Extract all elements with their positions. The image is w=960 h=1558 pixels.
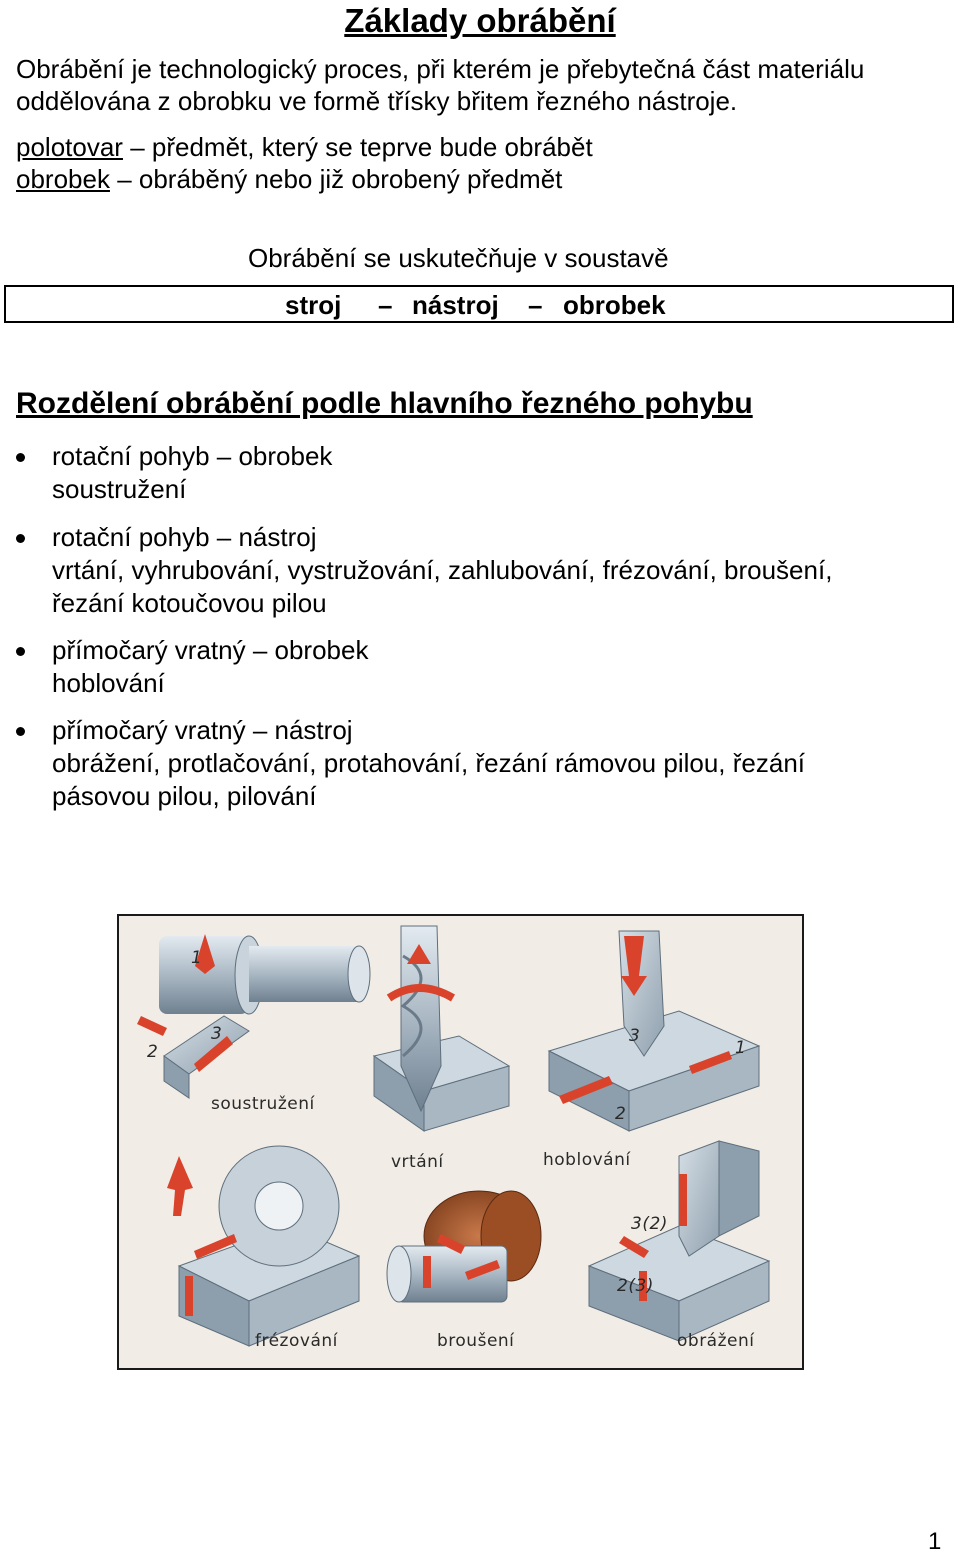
grinding-scene [387,1191,541,1302]
definition-obrobek [16,163,593,195]
bullet-line: rotační pohyb – nástroj [52,522,317,552]
bullet-line: přímočarý vratný – nástroj [52,715,353,745]
page-number: 1 [928,1528,942,1555]
motion-number: 3 [211,1024,223,1044]
motion-number: 2 [615,1104,627,1124]
definition-term: polotovar [16,132,123,162]
bullet-dot [16,647,25,656]
machining-illustration [117,914,804,1370]
bullet-line: přímočarý vratný – obrobek [52,635,369,665]
page-title: Základy obrábění [344,2,616,39]
system-box [4,285,954,323]
definition-description: – předmět, který se teprve bude obrábět [122,132,593,162]
machining-drawing [119,916,802,1368]
label-shaping: obrážení [677,1331,755,1351]
intro-paragraph: Obrábění je technologický proces, při kterém je přebytečná část materiálu oddělována z obrobku ve formě třísky břitem řezného nástroje. [16,54,865,116]
bullet-line: obrážení, protlačování, protahování, řezání rámovou pilou, řezání [52,748,805,778]
motion-number: 3 [629,1026,641,1046]
grinding-workpiece [397,1246,507,1302]
label-grinding: broušení [437,1331,515,1351]
motion-arrow [185,1276,193,1316]
section-heading: Rozdělení obrábění podle hlavního řezného pohybu [16,387,753,420]
motion-number: 3(2) [631,1214,668,1234]
definition-description: – obráběný nebo již obrobený předmět [109,164,563,194]
definition-polotovar [16,131,593,163]
system-item-stroj: stroj [285,290,342,320]
system-caption: Obrábění se uskutečňuje v soustavě [248,243,669,273]
bullet-line: hoblování [52,668,165,698]
definitions [16,131,593,195]
motion-arrow [137,1016,167,1036]
motion-arrow [679,1174,687,1226]
motion-number: 2 [147,1042,159,1062]
system-dash: – [378,290,393,320]
bullet-line: soustružení [52,474,187,504]
definition-term: obrobek [16,164,110,194]
planing-scene [549,931,759,1131]
system-dash: – [528,290,543,320]
label-turning: soustružení [211,1094,315,1114]
motion-arrow [423,1256,431,1288]
system-item-obrobek: obrobek [563,290,666,320]
motion-number: 1 [735,1038,747,1058]
shaping-scene [589,1141,769,1341]
system-item-nastroj: nástroj [412,290,499,320]
bullet-line: řezání kotoučovou pilou [52,588,327,618]
label-milling: frézování [255,1331,338,1351]
motion-arrow [167,1156,193,1216]
milling-scene [167,1146,359,1346]
label-planing: hoblování [543,1150,631,1170]
bullet-dot [16,727,25,736]
motion-number: 2(3) [617,1276,654,1296]
motion-number: 1 [191,948,203,968]
bullet-dot [16,534,25,543]
drilling-scene [374,926,509,1131]
bullet-line: vrtání, vyhrubování, vystružování, zahlubování, frézování, broušení, [52,555,833,585]
bullet-line: rotační pohyb – obrobek [52,441,333,471]
label-drilling: vrtání [391,1152,444,1172]
bullet-dot [16,453,25,462]
turning-workpiece [249,946,359,1002]
bullet-line: pásovou pilou, pilování [52,781,317,811]
turning-scene [137,934,370,1098]
